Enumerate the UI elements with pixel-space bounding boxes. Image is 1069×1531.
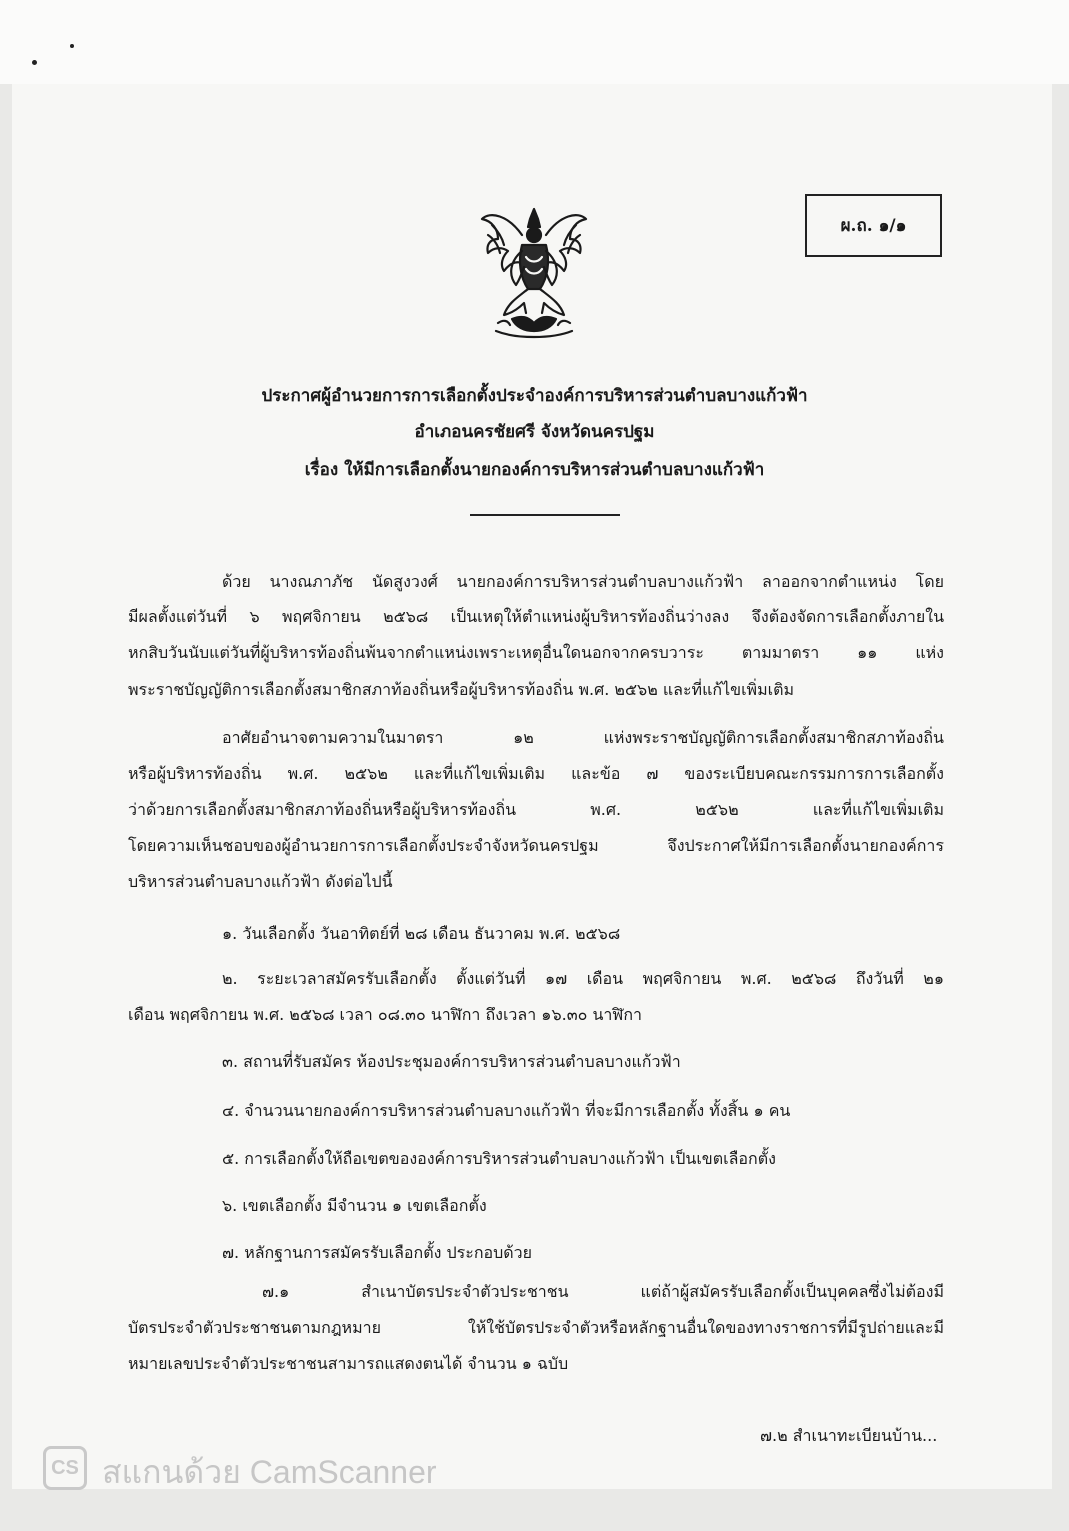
- item-5-constituency: ๕. การเลือกตั้งให้ถือเขตขององค์การบริหารส่วนตำบลบางแก้วฟ้า เป็นเขตเลือกตั้ง: [222, 1149, 776, 1168]
- camscanner-logo: CS: [43, 1446, 87, 1490]
- item-1-election-date: ๑. วันเลือกตั้ง วันอาทิตย์ที่ ๒๘ เดือน ธันวาคม พ.ศ. ๒๕๖๘: [222, 924, 621, 943]
- item-7-evidence: ๗. หลักฐานการสมัครรับเลือกตั้ง ประกอบด้วย: [222, 1243, 533, 1262]
- continued-next-page: ๗.๒ สำเนาทะเบียนบ้าน...: [760, 1426, 938, 1445]
- paragraph-2-line: ว่าด้วยการเลือกตั้งสมาชิกสภาท้องถิ่นหรือผู้บริหารท้องถิ่น พ.ศ. ๒๕๖๒ และที่แก้ไขเพิ่มเติม: [128, 800, 944, 819]
- title-line-2: อำเภอนครชัยศรี จังหวัดนครปฐม: [414, 422, 655, 442]
- item-7-1-id-card-cont: หมายเลขประจำตัวประชาชนสามารถแสดงตนได้ จำนวน ๑ ฉบับ: [128, 1354, 569, 1373]
- scan-speck: [32, 60, 37, 65]
- item-7-1-id-card: ๗.๑ สำเนาบัตรประจำตัวประชาชน แต่ถ้าผู้สมัครรับเลือกตั้งเป็นบุคคลซึ่งไม่ต้องมี: [262, 1282, 944, 1301]
- title-divider: [470, 514, 620, 516]
- item-3-application-venue: ๓. สถานที่รับสมัคร ห้องประชุมองค์การบริหารส่วนตำบลบางแก้วฟ้า: [222, 1052, 681, 1071]
- item-2-application-period-cont: เดือน พฤศจิกายน พ.ศ. ๒๕๖๘ เวลา ๐๘.๓๐ นาฬิกา ถึงเวลา ๑๖.๓๐ นาฬิกา: [128, 1005, 643, 1024]
- garuda-emblem: [478, 205, 590, 343]
- item-7-1-id-card-cont: บัตรประจำตัวประชาชนตามกฎหมาย ให้ใช้บัตรประจำตัวหรือหลักฐานอื่นใดของทางราชการที่มีรูปถ่ายและมี: [128, 1318, 944, 1337]
- paragraph-2-line: บริหารส่วนตำบลบางแก้วฟ้า ดังต่อไปนี้: [128, 872, 393, 891]
- paragraph-1-line: หกสิบวันนับแต่วันที่ผู้บริหารท้องถิ่นพ้นจากตำแหน่งเพราะเหตุอื่นใดนอกจากครบวาระ ตามมาตรา ๑๑ แห่ง: [128, 643, 944, 662]
- item-4-number-of-positions: ๔. จำนวนนายกองค์การบริหารส่วนตำบลบางแก้วฟ้า ที่จะมีการเลือกตั้ง ทั้งสิ้น ๑ คน: [222, 1101, 791, 1120]
- paragraph-2-line: อาศัยอำนาจตามความในมาตรา ๑๒ แห่งพระราชบัญญัติการเลือกตั้งสมาชิกสภาท้องถิ่น: [222, 728, 944, 747]
- title-line-3: เรื่อง ให้มีการเลือกตั้งนายกองค์การบริหารส่วนตำบลบางแก้วฟ้า: [304, 460, 765, 480]
- paragraph-2-line: หรือผู้บริหารท้องถิ่น พ.ศ. ๒๕๖๒ และที่แก้ไขเพิ่มเติม และข้อ ๗ ของระเบียบคณะกรรมการการเลือกตั้ง: [128, 764, 944, 783]
- scan-top-margin: [0, 0, 1069, 84]
- paragraph-1-line: ด้วย นางณภาภัช นัดสูงวงศ์ นายกองค์การบริหารส่วนตำบลบางแก้วฟ้า ลาออกจากตำแหน่ง โดย: [222, 572, 944, 591]
- title-line-1: ประกาศผู้อำนวยการการเลือกตั้งประจำองค์การบริหารส่วนตำบลบางแก้วฟ้า: [261, 386, 808, 406]
- item-6-constituency-count: ๖. เขตเลือกตั้ง มีจำนวน ๑ เขตเลือกตั้ง: [222, 1196, 487, 1215]
- paragraph-1-line: มีผลตั้งแต่วันที่ ๖ พฤศจิกายน ๒๕๖๘ เป็นเหตุให้ตำแหน่งผู้บริหารท้องถิ่นว่างลง จึงต้องจัดการเลือกตั้งภายใน: [128, 607, 944, 626]
- item-2-application-period: ๒. ระยะเวลาสมัครรับเลือกตั้ง ตั้งแต่วันที่ ๑๗ เดือน พฤศจิกายน พ.ศ. ๒๕๖๘ ถึงวันที่ ๒๑: [222, 969, 944, 988]
- paragraph-2-line: โดยความเห็นชอบของผู้อำนวยการการเลือกตั้งประจำจังหวัดนครปฐม จึงประกาศให้มีการเลือกตั้งนายกองค์การ: [128, 836, 944, 855]
- scan-speck: [70, 44, 74, 48]
- paragraph-1-line: พระราชบัญญัติการเลือกตั้งสมาชิกสภาท้องถิ่นหรือผู้บริหารท้องถิ่น พ.ศ. ๒๕๖๒ และที่แก้ไขเพิ่มเติม: [128, 680, 795, 699]
- camscanner-watermark: สแกนด้วย CamScanner: [102, 1454, 437, 1490]
- form-code-box: ผ.ถ. ๑/๑: [805, 194, 942, 257]
